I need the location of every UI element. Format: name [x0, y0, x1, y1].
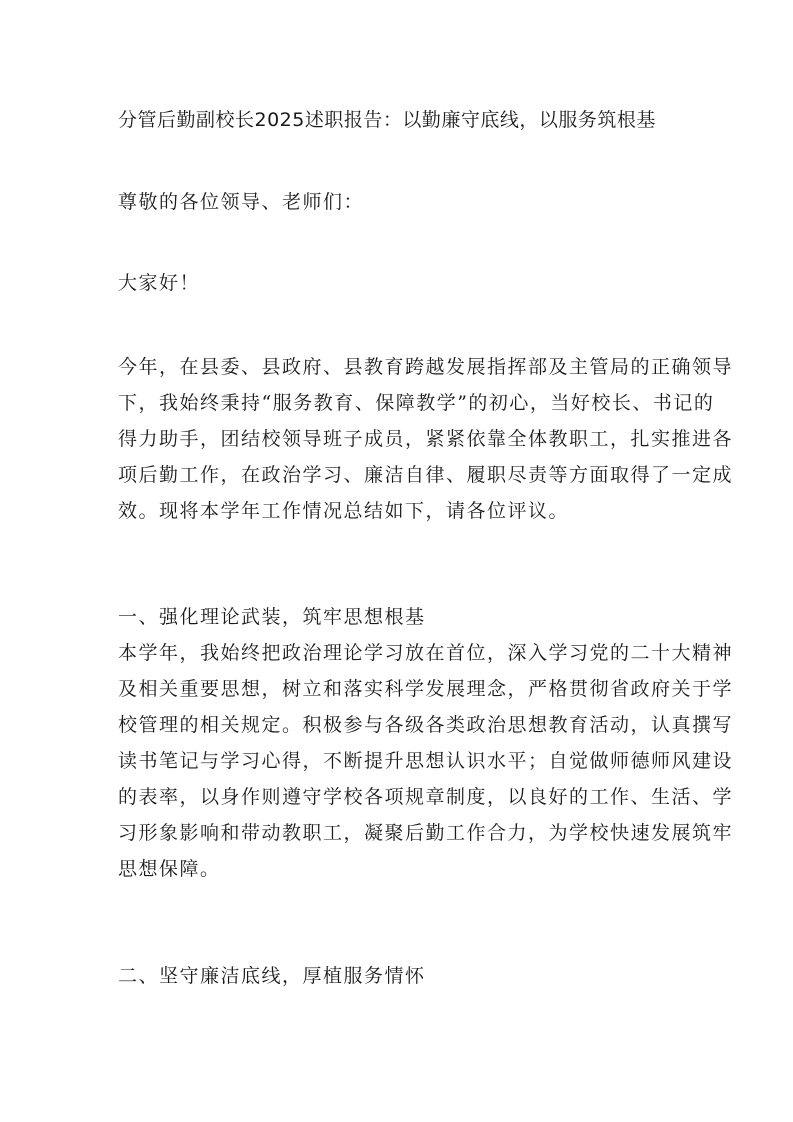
paragraph-line: 习形象影响和带动教职工，凝聚后勤工作合力，为学校快速发展筑牢 [118, 822, 734, 844]
paragraph-line: 今年，在县委、县政府、县教育跨越发展指挥部及主管局的正确领导 [118, 356, 734, 378]
paragraph-line: 下，我始终秉持“服务教育、保障教学”的初心，当好校长、书记的 [118, 392, 715, 414]
paragraph-line: 项后勤工作，在政治学习、廉洁自律、履职尽责等方面取得了一定成 [118, 464, 734, 486]
paragraph-line: 本学年，我始终把政治理论学习放在首位，深入学习党的二十大精神 [118, 642, 734, 664]
document-title: 分管后勤副校长2025述职报告：以勤廉守底线，以服务筑根基 [118, 109, 656, 131]
salutation: 尊敬的各位领导、老师们： [118, 191, 365, 213]
paragraph-line: 的表率，以身作则遵守学校各项规章制度，以良好的工作、生活、学 [118, 786, 734, 808]
greeting: 大家好！ [118, 272, 201, 294]
section-heading: 一、强化理论武装，筑牢思想根基 [118, 606, 426, 628]
paragraph-line: 得力助手，团结校领导班子成员，紧紧依靠全体教职工，扎实推进各 [118, 428, 734, 450]
paragraph-line: 校管理的相关规定。积极参与各级各类政治思想教育活动，认真撰写 [118, 714, 734, 736]
paragraph-line: 效。现将本学年工作情况总结如下，请各位评议。 [118, 500, 570, 522]
paragraph-line: 及相关重要思想，树立和落实科学发展理念，严格贯彻省政府关于学 [118, 678, 734, 700]
paragraph-line: 思想保障。 [118, 858, 221, 880]
paragraph-line: 读书笔记与学习心得，不断提升思想认识水平；自觉做师德师风建设 [118, 750, 734, 772]
section-heading: 二、坚守廉洁底线，厚植服务情怀 [118, 965, 426, 987]
